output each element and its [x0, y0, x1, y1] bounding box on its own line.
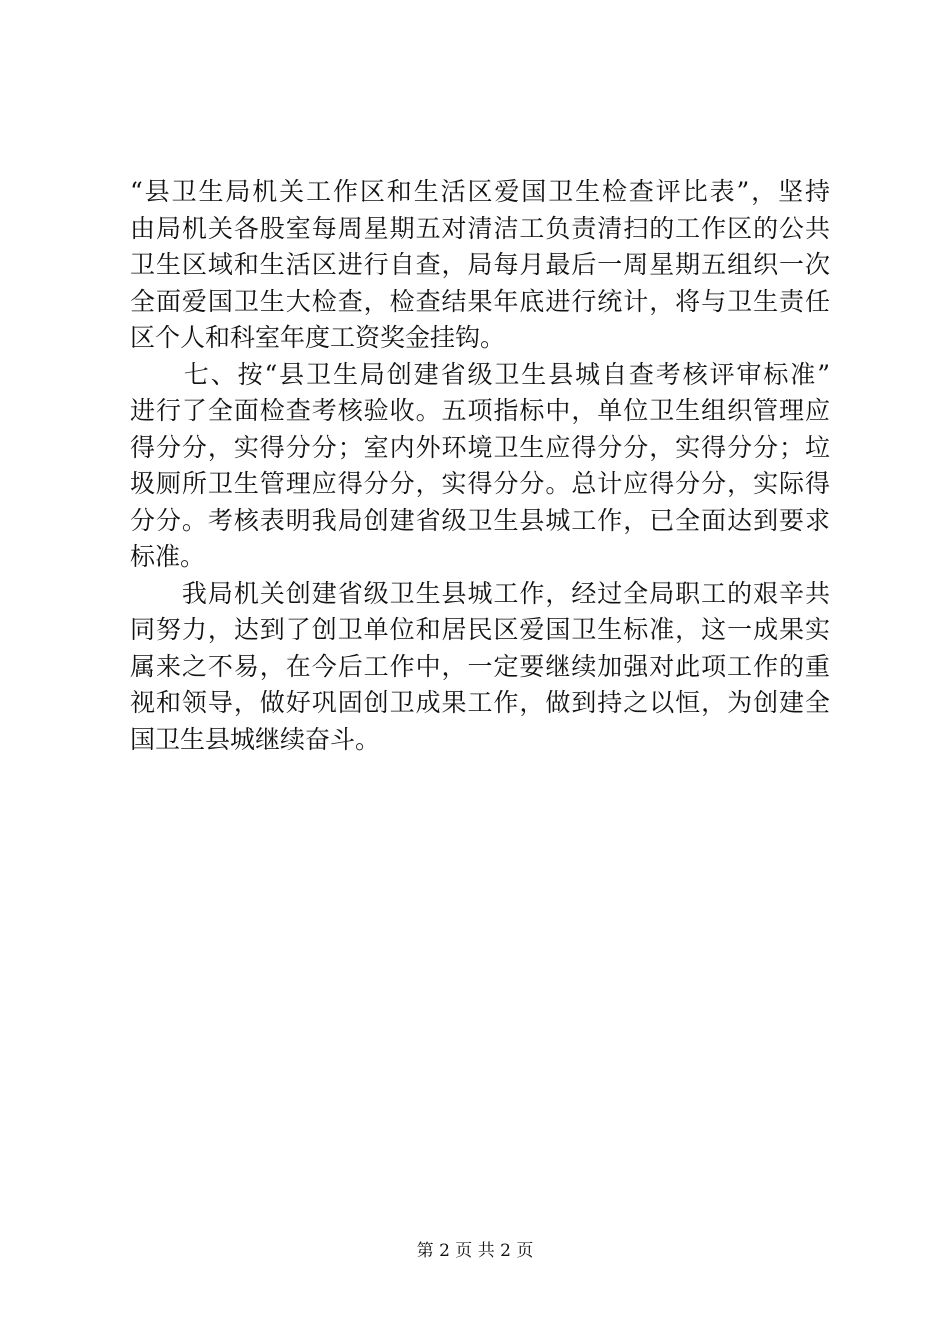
text-line: 视和领导，做好巩固创卫成果工作，做到持之以恒，为创建全 [130, 688, 830, 717]
text-line: 分分。考核表明我局创建省级卫生县城工作，已全面达到要求 [130, 505, 830, 535]
document-body [130, 174, 830, 758]
text-line: 同努力，达到了创卫单位和居民区爱国卫生标准，这一成果实 [130, 615, 830, 644]
text-line: 我局机关创建省级卫生县城工作，经过全局职工的艰辛共 [130, 578, 830, 608]
text-line: 属来之不易，在今后工作中，一定要继续加强对此项工作的重 [130, 651, 830, 681]
text-line: “县卫生局机关工作区和生活区爱国卫生检查评比表”，坚持 [130, 177, 830, 206]
text-line: 圾厕所卫生管理应得分分，实得分分。总计应得分分，实际得 [130, 469, 830, 498]
page-number-footer: 第 2 页 共 2 页 [416, 1241, 534, 1261]
text-line: 得分分，实得分分；室内外环境卫生应得分分，实得分分；垃 [130, 432, 830, 462]
text-line: 全面爱国卫生大检查，检查结果年底进行统计，将与卫生责任 [130, 286, 830, 316]
text-line: 卫生区域和生活区进行自查，局每月最后一周星期五组织一次 [130, 250, 830, 279]
text-line: 由局机关各股室每周星期五对清洁工负责清扫的工作区的公共 [130, 213, 830, 243]
text-line: 标准。 [130, 542, 206, 571]
text-line: 区个人和科室年度工资奖金挂钩。 [130, 323, 506, 352]
text-line: 国卫生县城继续奋斗。 [130, 724, 381, 754]
text-line: 进行了全面检查考核验收。五项指标中，单位卫生组织管理应 [130, 396, 830, 425]
text-line: 七、按“县卫生局创建省级卫生县城自查考核评审标准” [130, 359, 830, 389]
